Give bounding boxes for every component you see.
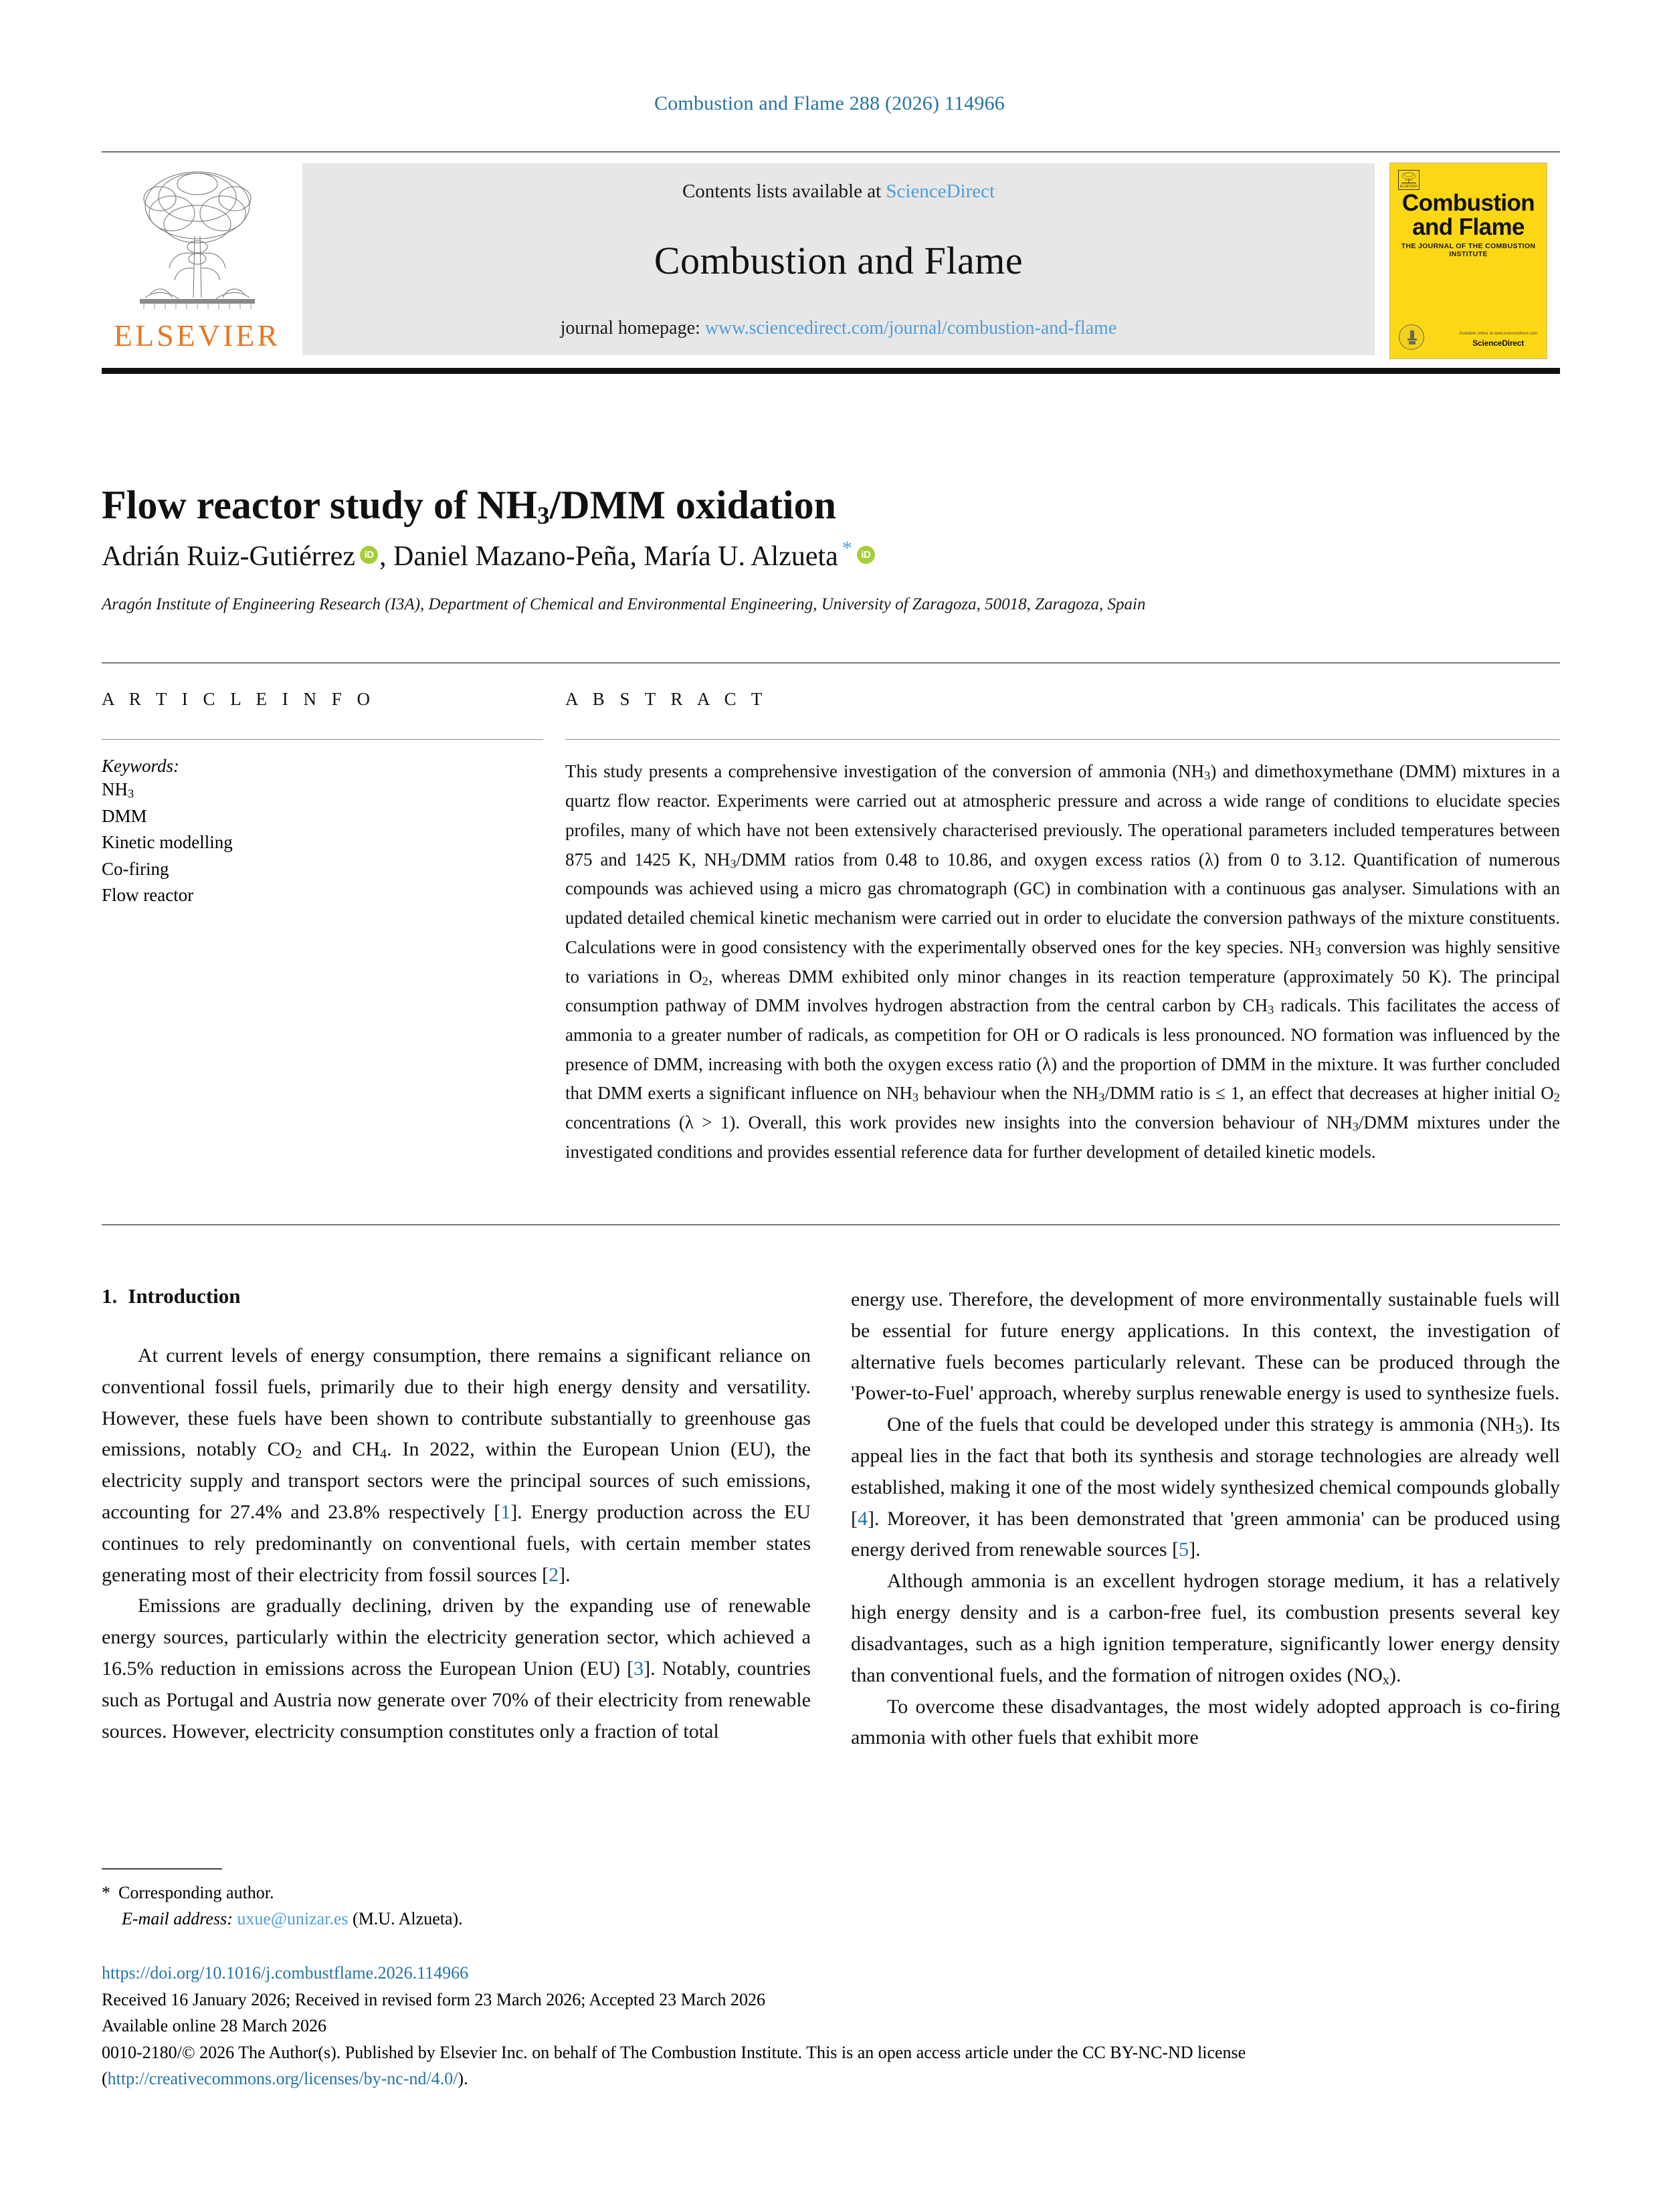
cover-availability-text: Available online at www.sciencedirect.com <box>1459 332 1537 336</box>
keyword-item <box>102 777 543 803</box>
abstract-sub-5: 3 <box>1268 1003 1274 1017</box>
citation-link[interactable]: 5 <box>1179 1538 1189 1561</box>
citation-link[interactable]: 4 <box>858 1507 868 1530</box>
orcid-icon-author-1[interactable] <box>360 546 378 564</box>
doi-link[interactable]: https://doi.org/10.1016/j.combustflame.2026.114966 <box>102 1963 469 1983</box>
para-seg: ). <box>1389 1664 1401 1686</box>
author-2: Daniel Mazano-Peña <box>393 541 630 572</box>
journal-banner <box>302 163 1375 355</box>
keyword-sub: 3 <box>128 787 134 801</box>
paragraph <box>851 1566 1560 1691</box>
contents-prefix: Contents lists available at <box>682 181 886 202</box>
body-column-right <box>851 1284 1560 1754</box>
citation-link[interactable]: 2 <box>549 1563 559 1586</box>
license-close-paren: ). <box>458 2069 468 2089</box>
elsevier-wordmark: ELSEVIER <box>113 318 281 353</box>
cover-seal-glyph-icon <box>1405 329 1419 346</box>
corresponding-text: Corresponding author. <box>118 1883 274 1902</box>
cover-seal-icon <box>1399 324 1424 350</box>
email-link[interactable]: uxue@unizar.es <box>237 1909 349 1928</box>
abstract-sub-8: 2 <box>1553 1091 1560 1105</box>
author-list <box>102 535 1473 575</box>
abstract-underline <box>565 739 1560 740</box>
section-heading: Introduction <box>128 1284 241 1308</box>
email-note <box>102 1906 838 1932</box>
para-seg: ]. <box>1189 1538 1201 1561</box>
abstract-sub-7: 3 <box>1098 1091 1105 1105</box>
para-sub: 4 <box>379 1447 387 1462</box>
received-dates: Received 16 January 2026; Received in revised form 23 March 2026; Accepted 23 March 2026 <box>102 1989 766 2009</box>
license-open-paren: ( <box>102 2069 108 2089</box>
abstract-text <box>565 757 1560 1167</box>
para-seg: ]. Energy production across the EU continues to rely predominantly on conventional fuels, with certain member states generating most of their electricity from fossil sources [ <box>102 1501 811 1586</box>
abstract-seg-2: ) and dimethoxymethane (DMM) mixtures in a quartz flow reactor. Experiments were carried out at atmospheric pressure and across a wide range of conditions to elucidate species profiles, many of which have not been extensively characterised previously. The operational parameters included temperatures between 875 and 1425 K, NH <box>565 761 1560 870</box>
license-line <box>102 2066 1573 2092</box>
paragraph <box>851 1409 1560 1566</box>
contents-available-line <box>682 181 995 203</box>
abstract-sub-9: 3 <box>1352 1120 1359 1134</box>
cover-platform-name: ScienceDirect <box>1472 338 1525 348</box>
footnote-rule <box>102 1868 222 1870</box>
paragraph: energy use. Therefore, the development of more environmentally sustainable fuels will be essential for future energy applications. In this context, the investigation of alternative fuels becomes particularly relevant. These can be produced through the 'Power-to-Fuel' approach, whereby surplus renewable energy is used to synthesize fuels. <box>851 1288 1560 1405</box>
citation-link[interactable]: 3 <box>633 1657 644 1680</box>
paragraph: To overcome these disadvantages, the most widely adopted approach is co-firing ammonia with other fuels that exhibit more <box>851 1695 1560 1749</box>
paragraph <box>102 1591 811 1747</box>
orcid-icon-author-3[interactable] <box>857 546 875 564</box>
homepage-prefix: journal homepage: <box>560 318 705 338</box>
abstract-seg-4: conversion was highly sensitive to variations in O <box>565 936 1560 987</box>
cover-subtitle: THE JOURNAL OF THE COMBUSTION INSTITUTE <box>1401 242 1536 258</box>
corresponding-author-note <box>102 1880 838 1906</box>
cover-title-line2: and Flame <box>1412 213 1525 240</box>
abstract-sub-4: 2 <box>702 974 708 988</box>
paragraph <box>102 1340 811 1591</box>
footer-block <box>102 1960 1573 2092</box>
para-sub: 2 <box>295 1447 302 1462</box>
article-title <box>102 482 1440 531</box>
abstract-heading: A B S T R A C T <box>565 689 768 709</box>
copyright-line: 0010-2180/© 2026 The Author(s). Published by Elsevier Inc. on behalf of The Combustion Institute. This is an open access article under the CC BY-NC-ND license <box>102 2042 1246 2062</box>
citation-link[interactable]: 1 <box>500 1501 511 1524</box>
corresponding-marker: * <box>102 1883 110 1902</box>
article-info-column <box>102 689 543 908</box>
keyword-text: NH <box>102 779 128 800</box>
info-band-bottom-rule <box>102 1224 1560 1225</box>
journal-masthead <box>102 151 1560 372</box>
license-link[interactable]: http://creativecommons.org/licenses/by-nc-nd/4.0/ <box>107 2069 458 2089</box>
para-seg: Although ammonia is an excellent hydrogen storage medium, it has a relatively high energy density and is a carbon-free fuel, its combustion presents several key disadvantages, such as a high ignition temperature, significantly lower energy density than conventional fuels, and the formation of nitrogen oxides (NO <box>851 1570 1560 1686</box>
para-seg: ]. <box>559 1563 571 1586</box>
para-sub: x <box>1382 1672 1389 1688</box>
author-3: María U. Alzueta <box>644 541 838 572</box>
para-seg: Emissions are gradually declining, driven by the expanding use of renewable energy sources, particularly within the electricity generation sector, which achieved a 16.5% reduction in emissions across the European Union (EU) [ <box>102 1595 811 1680</box>
keywords-label: Keywords: <box>102 756 179 777</box>
article-title-part1: Flow reactor study of NH <box>102 483 538 528</box>
abstract-sub-3: 3 <box>1314 944 1322 959</box>
author-separator-1: , <box>379 541 394 572</box>
keyword-item: Co-firing <box>102 858 169 879</box>
abstract-sub-2: 3 <box>730 857 737 871</box>
para-sub: 3 <box>1515 1422 1523 1437</box>
cover-badge-label: ELSEVIER <box>1399 185 1418 189</box>
abstract-sub-6: 3 <box>912 1091 918 1105</box>
para-seg: and CH <box>302 1438 380 1461</box>
para-seg: ). Its appeal lies in the fact that both its synthesis and storage technologies are already well established, making it one of the most widely synthesized chemical compounds globally [ <box>851 1413 1560 1530</box>
abstract-seg-3: /DMM ratios from 0.48 to 10.86, and oxygen excess ratios (λ) from 0 to 3.12. Quantification of numerous compounds was achieved using a micro gas chromatograph (GC) in combination with a continuous gas analyser. Simulations with an updated detailed chemical kinetic mechanism were carried out in order to elucidate the conversion pathways of the mixture constituents. Calculations were in good consistency with the experimentally observed ones for the key species. NH <box>565 849 1560 957</box>
keyword-item: Flow reactor <box>102 885 194 906</box>
masthead-top-rule <box>102 151 1560 153</box>
article-info-heading: A R T I C L E I N F O <box>102 689 376 709</box>
email-owner: (M.U. Alzueta). <box>353 1909 463 1928</box>
footnotes <box>102 1880 838 1932</box>
abstract-seg-8: /DMM ratio is ≤ 1, an effect that decreases at higher initial O <box>1104 1083 1554 1104</box>
abstract-seg-9: concentrations (λ > 1). Overall, this work provides new insights into the conversion behaviour of NH <box>565 1112 1353 1133</box>
affiliation: Aragón Institute of Engineering Research (I3A), Department of Chemical and Environmental Engineering, University of Zaragoza, 50018, Zaragoza, Spain <box>102 595 1146 613</box>
para-seg: At current levels of energy consumption, there remains a significant reliance on conventional fossil fuels, primarily due to their high energy density and versatility. However, these fuels have been shown to contribute substantially to greenhouse gas emissions, notably CO <box>102 1344 811 1461</box>
abstract-seg-7: behaviour when the NH <box>918 1083 1099 1104</box>
author-1: Adrián Ruiz-Gutiérrez <box>102 541 356 572</box>
available-online-date: Available online 28 March 2026 <box>102 2016 326 2036</box>
article-title-subscript: 3 <box>537 502 550 530</box>
para-seg: ]. Moreover, it has been demonstrated that 'green ammonia' can be produced using energy derived from renewable sources [ <box>851 1507 1560 1561</box>
section-title-introduction <box>102 1284 811 1308</box>
abstract-seg-1: This study presents a comprehensive investigation of the conversion of ammonia (NH <box>565 761 1205 782</box>
article-info-underline <box>102 739 543 740</box>
abstract-seg-5: , whereas DMM exhibited only minor changes in its reaction temperature (approximately 50 K). The principal consumption pathway of DMM involves hydrogen abstraction from the central carbon by CH <box>565 966 1560 1016</box>
corresponding-author-marker[interactable]: * <box>842 537 852 559</box>
cover-title <box>1390 191 1547 239</box>
email-label: E-mail address: <box>122 1909 233 1928</box>
body-column-left <box>102 1284 811 1747</box>
para-seg: . In 2022, within the European Union (EU), the electricity supply and transport sectors were the principal sources of such emissions, accounting for 27.4% and 23.8% respectively [ <box>102 1438 811 1524</box>
journal-cover-thumbnail[interactable] <box>1389 155 1560 367</box>
abstract-sub-1: 3 <box>1204 769 1211 783</box>
elsevier-logo <box>102 155 292 367</box>
masthead-bottom-rule <box>102 368 1560 374</box>
info-band-top-rule <box>102 662 1560 664</box>
cover-title-line1: Combustion <box>1401 190 1535 216</box>
journal-homepage-line <box>561 318 1117 339</box>
article-title-part2: /DMM oxidation <box>549 483 836 528</box>
author-separator-2: , <box>629 541 644 572</box>
elsevier-tree-icon <box>130 167 264 315</box>
para-seg: ]. Notably, countries such as Portugal and Austria now generate over 70% of their electricity from renewable sources. However, electricity consumption constitutes only a fraction of total <box>102 1657 811 1742</box>
para-seg: One of the fuels that could be developed under this strategy is ammonia (NH <box>887 1413 1516 1436</box>
keyword-item: Kinetic modelling <box>102 832 233 853</box>
cover-elsevier-badge <box>1398 170 1420 190</box>
journal-homepage-link[interactable]: www.sciencedirect.com/journal/combustion-and-flame <box>704 318 1117 338</box>
running-head: Combustion and Flame 288 (2026) 114966 <box>654 92 1005 114</box>
cover-tree-icon <box>1400 172 1418 184</box>
journal-title: Combustion and Flame <box>654 238 1023 282</box>
sciencedirect-link[interactable]: ScienceDirect <box>886 181 995 202</box>
section-number: 1. <box>102 1284 118 1308</box>
abstract-seg-10: /DMM mixtures under the investigated conditions and provides essential reference data for further development of detailed kinetic models. <box>565 1112 1560 1162</box>
abstract-seg-6: radicals. This facilitates the access of ammonia to a greater number of radicals, as competition for OH or O radicals is less pronounced. NO formation was influenced by the presence of DMM, increasing with both the oxygen excess ratio (λ) and the proportion of DMM in the mixture. It was further concluded that DMM exerts a significant influence on NH <box>565 995 1560 1104</box>
cover-sciencedirect-block <box>1459 332 1537 348</box>
keyword-item: DMM <box>102 805 147 826</box>
abstract-column <box>565 689 1560 1167</box>
